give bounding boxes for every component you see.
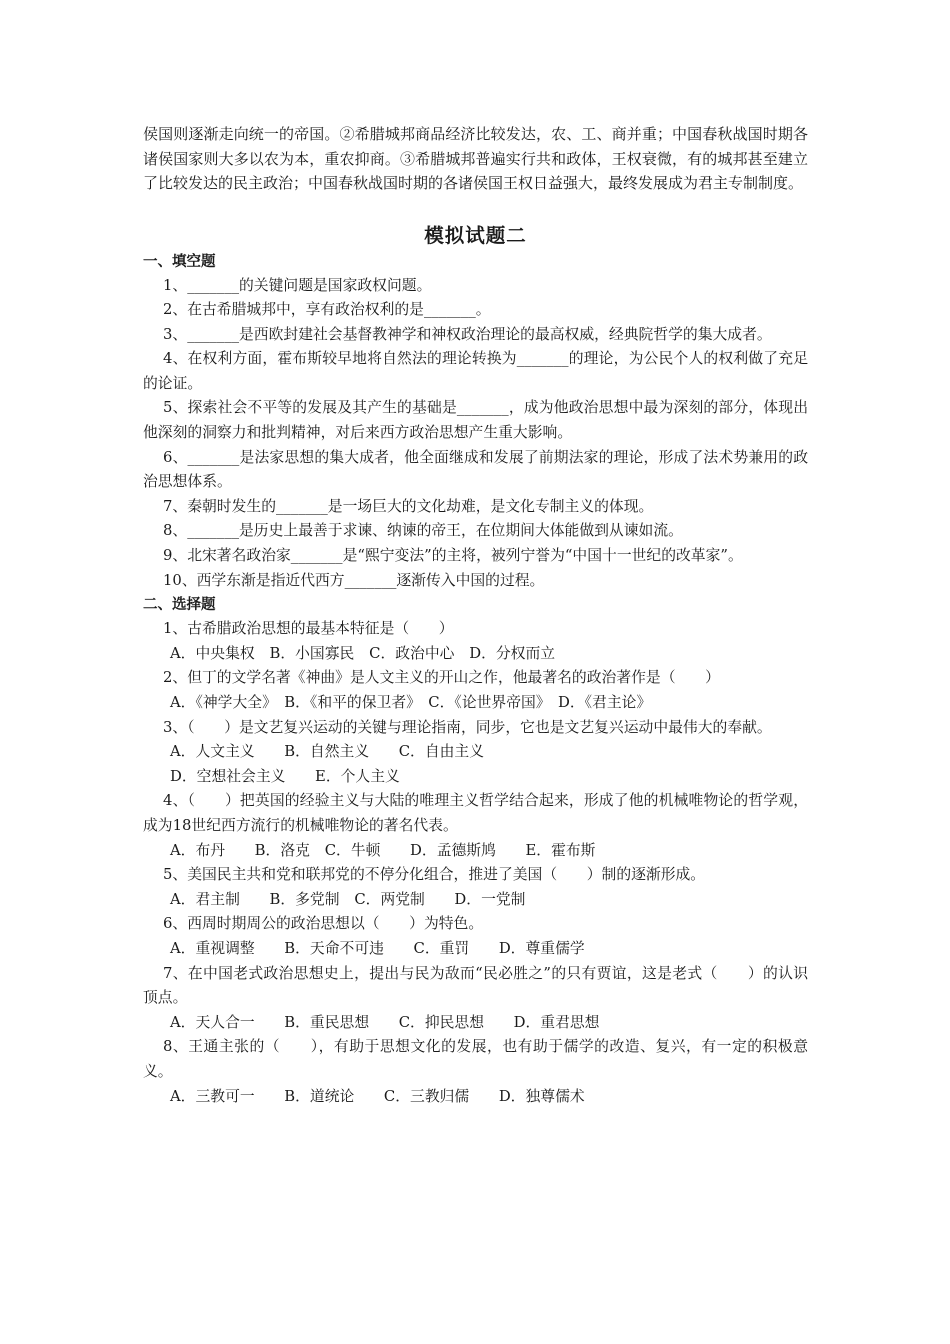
fill-blank-question: 9、北宋著名政治家_______是“熙宁变法”的主将，被列宁誉为“中国十一世纪的改革家”。 bbox=[163, 547, 743, 565]
choice-options: D．空想社会主义 E．个人主义 bbox=[170, 767, 400, 785]
section-heading-fill-blank: 一、填空题 bbox=[143, 253, 216, 270]
choice-options: A．人文主义 B．自然主义 C．自由主义 bbox=[170, 743, 485, 761]
choice-question-stem: 3、（ ）是文艺复兴运动的关键与理论指南，同步，它也是文艺复兴运动中最伟大的奉献。 bbox=[163, 718, 772, 736]
choice-options: A．中央集权 B．小国寡民 C．政治中心 D．分权而立 bbox=[170, 644, 556, 662]
fill-blank-question: 6、_______是法家思想的集大成者，他全面继成和发展了前期法家的理论，形成了法术势兼用的政治思想体系。 bbox=[143, 448, 808, 491]
choice-question-stem: 4、（ ）把英国的经验主义与大陆的唯理主义哲学结合起来，形成了他的机械唯物论的哲学观，成为18世纪西方流行的机械唯物论的著名代表。 bbox=[143, 792, 808, 834]
choice-question-stem: 5、美国民主共和党和联邦党的不停分化组合，推进了美国（ ）制的逐渐形成。 bbox=[163, 866, 706, 884]
fill-blank-question: 10、西学东渐是指近代西方_______逐渐传入中国的过程。 bbox=[163, 571, 545, 589]
fill-blank-question: 7、秦朝时发生的_______是一场巨大的文化劫难，是文化专制主义的体现。 bbox=[163, 497, 654, 515]
fill-blank-question: 3、_______是西欧封建社会基督教神学和神权政治理论的最高权威，经典院哲学的集大成者。 bbox=[163, 325, 772, 343]
choice-options: A．三教可一 B．道统论 C．三教归儒 D．独尊儒术 bbox=[170, 1087, 585, 1105]
intro-paragraph: 侯国则逐渐走向统一的帝国。②希腊城邦商品经济比较发达，农、工、商并重；中国春秋战国时期各诸侯国家则大多以农为本，重农抑商。③希腊城邦普遍实行共和政体，王权衰微，有的城邦甚至建立了比较发达的民主政治；中国春秋战国时期的各诸侯国王权日益强大，最终发展成为君主专制制度。 bbox=[143, 125, 808, 192]
document-page bbox=[143, 122, 808, 1109]
choice-options: A．布丹 B．洛克 C．牛顿 D．孟德斯鸠 E．霍布斯 bbox=[170, 841, 596, 859]
fill-blank-question: 4、在权利方面，霍布斯较早地将自然法的理论转换为_______的理论，为公民个人的权利做了充足的论证。 bbox=[143, 350, 808, 392]
section-heading-multiple-choice: 二、选择题 bbox=[143, 597, 216, 614]
fill-blank-list bbox=[143, 274, 808, 594]
fill-blank-question: 1、_______的关键问题是国家政权问题。 bbox=[163, 276, 432, 294]
page-title: 模拟试题二 bbox=[424, 223, 527, 247]
choice-options: A．天人合一 B．重民思想 C．抑民思想 D．重君思想 bbox=[170, 1013, 600, 1031]
multiple-choice-list bbox=[143, 617, 808, 1109]
choice-options: A．君主制 B．多党制 C．两党制 D．一党制 bbox=[170, 890, 526, 908]
choice-question-stem: 2、但丁的文学名著《神曲》是人文主义的开山之作，他最著名的政治著作是（ ） bbox=[163, 669, 720, 687]
fill-blank-question: 5、探索社会不平等的发展及其产生的基础是_______，成为他政治思想中最为深刻的部分，体现出他深刻的洞察力和批判精神，对后来西方政治思想产生重大影响。 bbox=[143, 399, 808, 442]
choice-question-stem: 6、西周时期周公的政治思想以（ ）为特色。 bbox=[163, 915, 484, 933]
choice-options: A．《神学大全》 B．《和平的保卫者》 C．《论世界帝国》 D．《君主论》 bbox=[170, 694, 652, 711]
choice-question-stem: 8、王通主张的（ ），有助于思想文化的发展，也有助于儒学的改造、复兴，有一定的积极意义。 bbox=[143, 1038, 808, 1080]
choice-question-stem: 1、古希腊政治思想的最基本特征是（ ） bbox=[163, 620, 454, 638]
fill-blank-question: 8、_______是历史上最善于求谏、纳谏的帝王，在位期间大体能做到从谏如流。 bbox=[163, 522, 683, 540]
choice-question-stem: 7、在中国老式政治思想史上，提出与民为敌而“民必胜之”的只有贾谊，这是老式（ ）的认识顶点。 bbox=[143, 964, 808, 1007]
choice-options: A．重视调整 B．天命不可违 C．重罚 D．尊重儒学 bbox=[170, 939, 585, 957]
fill-blank-question: 2、在古希腊城邦中，享有政治权利的是_______。 bbox=[163, 301, 491, 319]
